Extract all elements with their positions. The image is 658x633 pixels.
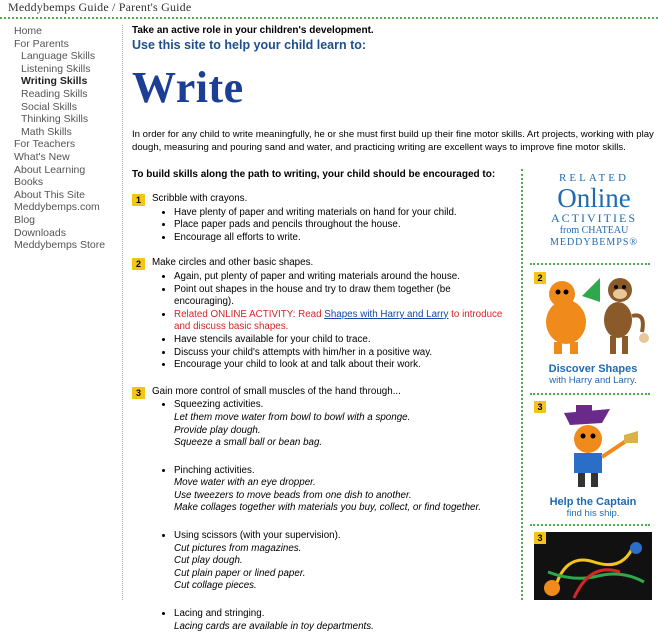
rail-separator bbox=[530, 263, 650, 265]
main-content bbox=[132, 25, 658, 154]
activity-suffix: to introduce and discuss basic shapes. bbox=[174, 308, 503, 333]
pirate-captain-illustration bbox=[534, 401, 652, 489]
sidebar-item-language-skills[interactable]: Language Skills bbox=[21, 50, 96, 63]
sidebar-item-about-this-site[interactable]: About This Site bbox=[14, 188, 86, 201]
brand-name: MEDDYBEMPS bbox=[549, 237, 630, 248]
card-number-badge: 3 bbox=[534, 532, 546, 544]
list-item: • Have plenty of paper and writing materials on hand for your child. bbox=[174, 207, 512, 220]
sidebar-item-home[interactable]: Home bbox=[14, 25, 43, 37]
rail-divider bbox=[521, 169, 523, 600]
list-item bbox=[174, 465, 512, 515]
sidebar-item-social-skills[interactable]: Social Skills bbox=[21, 100, 78, 113]
step-title: Make circles and other basic shapes. bbox=[152, 257, 314, 269]
rail-separator bbox=[530, 393, 650, 395]
activity-example: Cut collage pieces. bbox=[174, 580, 257, 592]
list-item-online-activity bbox=[174, 309, 512, 334]
activity-group-title: • Pinching activities. bbox=[174, 464, 255, 476]
card-title: Help the Captain bbox=[549, 496, 637, 508]
sidebar-item-writing-skills[interactable]: Writing Skills bbox=[21, 75, 88, 88]
step-2-bullets bbox=[152, 271, 512, 372]
list-item: • Encourage all efforts to write. bbox=[174, 232, 512, 245]
sidebar-divider bbox=[122, 25, 123, 600]
activity-prefix: Related ONLINE ACTIVITY: Read bbox=[174, 308, 325, 320]
activity-example: Use tweezers to move beads from one dish to another. bbox=[174, 489, 412, 501]
sidebar-item-reading-skills[interactable]: Reading Skills bbox=[21, 87, 88, 100]
card-subtitle: with Harry and Larry. bbox=[549, 375, 637, 386]
card-number-badge: 2 bbox=[534, 272, 546, 284]
steps-list bbox=[132, 193, 512, 633]
list-item bbox=[174, 608, 512, 633]
list-item: • Discuss your child's attempts with him/her in a positive way. bbox=[174, 347, 512, 360]
step-1-bullets bbox=[152, 207, 512, 245]
list-item bbox=[174, 530, 512, 593]
list-item: • Have stencils available for your child to trace. bbox=[174, 334, 512, 347]
step-number-badge: 3 bbox=[132, 387, 145, 399]
activity-example: Lacing cards are available in toy departments. bbox=[174, 620, 374, 632]
sidebar-item-listening-skills[interactable]: Listening Skills bbox=[21, 62, 91, 75]
registered-mark: ® bbox=[629, 237, 639, 248]
list-item: • Place paper pads and pencils throughout the house. bbox=[174, 219, 512, 232]
step-3 bbox=[132, 386, 512, 633]
header-divider bbox=[0, 17, 658, 23]
list-item bbox=[174, 399, 512, 449]
activity-example: Provide play dough. bbox=[174, 424, 261, 436]
step-3-bullets bbox=[152, 399, 512, 633]
list-item: • Encourage your child to look at and talk about their work. bbox=[174, 359, 512, 372]
sidebar-item-books[interactable]: Books bbox=[14, 176, 44, 189]
step-1 bbox=[132, 193, 512, 244]
card-subtitle: find his ship. bbox=[566, 508, 620, 519]
harry-and-larry-illustration bbox=[534, 272, 652, 358]
sidebar-item-for-parents[interactable]: For Parents bbox=[14, 37, 69, 50]
activity-example: Squeeze a small ball or bean bag. bbox=[174, 437, 323, 449]
step-number-badge: 2 bbox=[132, 258, 145, 270]
intro-subheading: Use this site to help your child learn to: bbox=[132, 38, 367, 52]
activity-example: Cut play dough. bbox=[174, 555, 243, 567]
card-number-badge: 3 bbox=[534, 401, 546, 413]
activity-group-title: • Lacing and stringing. bbox=[174, 608, 265, 620]
sidebar-item-what-s-new[interactable]: What's New bbox=[14, 150, 70, 163]
list-item: • Again, put plenty of paper and writing materials around the house. bbox=[174, 271, 512, 284]
discover-shapes-card[interactable] bbox=[534, 272, 652, 388]
intro-tagline: Take an active role in your children's development. bbox=[132, 25, 374, 36]
activity-group-title: • Squeezing activities. bbox=[174, 399, 264, 411]
activity-example: Move water with an eye dropper. bbox=[174, 477, 316, 489]
shapes-activity-link[interactable]: Shapes with Harry and Larry bbox=[324, 308, 449, 320]
activity-example: Cut pictures from magazines. bbox=[174, 542, 302, 554]
site-header-title: Meddybemps Guide / Parent's Guide bbox=[8, 0, 192, 14]
page-title: Write bbox=[132, 63, 244, 112]
sidebar-item-meddybemps-store[interactable]: Meddybemps Store bbox=[14, 239, 106, 252]
step-number-badge: 1 bbox=[132, 194, 145, 206]
sidebar-item-thinking-skills[interactable]: Thinking Skills bbox=[21, 113, 89, 126]
related-activities-logo[interactable] bbox=[530, 168, 658, 249]
activity-example: Cut plain paper or lined paper. bbox=[174, 567, 306, 579]
sidebar-item-math-skills[interactable]: Math Skills bbox=[21, 125, 72, 138]
related-label: RELATED bbox=[559, 172, 629, 184]
card-title: Discover Shapes bbox=[548, 363, 638, 375]
intro-paragraph: In order for any child to write meaningfully, he or she must first build up their fine motor skills. Art projects, working with play dough, measuring and pouring sand and water, and practicing writing are excellent ways to improve fine motor skills. bbox=[132, 129, 654, 153]
activities-label: ACTIVITIES bbox=[551, 211, 637, 225]
list-item: • Point out shapes in the house and try to draw them together (be encouraging). bbox=[174, 284, 512, 309]
brand-label bbox=[530, 237, 658, 249]
build-skills-heading: To build skills along the path to writing, your child should be encouraged to: bbox=[132, 169, 496, 180]
step-2 bbox=[132, 257, 512, 371]
sidebar-item-blog[interactable]: Blog bbox=[14, 213, 36, 226]
activity-example: Make collages together with materials you buy, collect, or find together. bbox=[174, 502, 482, 514]
maze-activity-card[interactable] bbox=[534, 532, 652, 600]
online-label: Online bbox=[557, 183, 631, 213]
step-title: Scribble with crayons. bbox=[152, 193, 248, 204]
activity-example: Let them move water from bowl to bowl with a sponge. bbox=[174, 411, 411, 423]
sidebar-nav bbox=[0, 25, 122, 252]
sidebar-item-meddybemps-com[interactable]: Meddybemps.com bbox=[14, 201, 100, 214]
step-title: Gain more control of small muscles of the hand through... bbox=[152, 385, 401, 397]
from-label: from CHATEAU bbox=[559, 225, 629, 236]
sidebar-item-about-learning[interactable]: About Learning bbox=[14, 163, 86, 176]
sidebar-item-for-teachers[interactable]: For Teachers bbox=[14, 138, 76, 151]
activity-group-title: • Using scissors (with your supervision). bbox=[174, 530, 341, 542]
sidebar-item-downloads[interactable]: Downloads bbox=[14, 226, 66, 239]
rail-separator bbox=[530, 524, 650, 526]
help-the-captain-card[interactable] bbox=[534, 401, 652, 519]
maze-illustration bbox=[534, 532, 652, 600]
